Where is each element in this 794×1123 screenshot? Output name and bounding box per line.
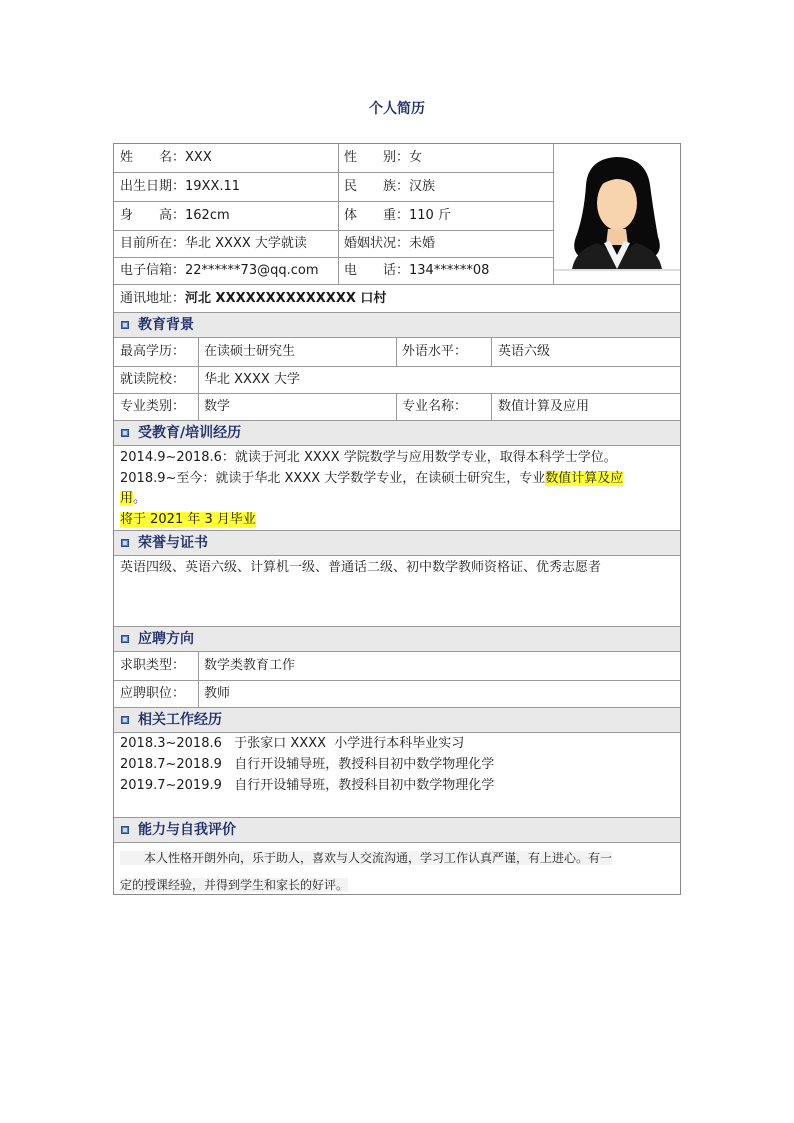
category-label: 专业类别：: [120, 399, 186, 414]
resume-table: [113, 143, 681, 895]
height-row: [120, 202, 230, 230]
position-value: 教师: [204, 686, 231, 701]
page-title: 个人简历: [369, 101, 425, 117]
section-bullet-icon: [121, 826, 129, 834]
gender-label: 性 别：: [344, 150, 410, 165]
training-line-3: [120, 489, 146, 509]
work-item: 2019.7~2019.9 自行开设辅导班，教授科目初中数学物理化学: [120, 778, 495, 793]
profile-photo: [554, 145, 680, 283]
marital-value: 未婚: [409, 236, 436, 251]
self-eval-line-1: 本人性格开朗外向，乐于助人，喜欢与人交流沟通，学习工作认真严谨，有上进心。有一: [120, 851, 613, 865]
ethnic-value: 汉族: [409, 179, 436, 194]
address-value: 河北 XXXXXXXXXXXXXX 口村: [185, 291, 387, 306]
name-label: 姓 名：: [120, 150, 186, 165]
training-line-2: [120, 469, 623, 489]
location-row: [120, 230, 307, 258]
section-bullet-icon: [121, 321, 129, 329]
section-title: 荣誉与证书: [138, 535, 208, 551]
weight-value: 110 斤: [409, 208, 451, 223]
major-label: 专业名称：: [402, 399, 468, 414]
name-row: [120, 144, 212, 172]
self-eval-line-2: 定的授课经验，并得到学生和家长的好评。: [120, 878, 349, 892]
address-label: 通讯地址：: [120, 291, 186, 306]
lang-label: 外语水平：: [402, 344, 468, 359]
training-line-2-text: 2018.9~至今：就读于华北 XXXX 大学数学专业，在读硕士研究生，专业: [120, 471, 546, 486]
section-title: 相关工作经历: [138, 712, 222, 728]
weight-label: 体 重：: [344, 208, 410, 223]
major-value: 数值计算及应用: [498, 399, 590, 414]
position-label: 应聘职位：: [120, 686, 186, 701]
birth-value: 19XX.11: [185, 179, 241, 194]
name-value: XXX: [185, 150, 212, 165]
section-self: [114, 817, 680, 843]
section-bullet-icon: [121, 429, 129, 437]
section-education: [114, 312, 680, 338]
weight-row: [344, 202, 451, 230]
phone-row: [344, 257, 489, 285]
job-type-value: 数学类教育工作: [204, 658, 296, 673]
section-job: [114, 626, 680, 652]
work-item: 2018.3~2018.6 于张家口 XXXX 小学进行本科毕业实习: [120, 736, 465, 751]
lang-value: 英语六级: [498, 344, 551, 359]
self-eval-block: [114, 843, 680, 894]
section-bullet-icon: [121, 635, 129, 643]
section-title: 应聘方向: [138, 631, 194, 647]
section-title: 能力与自我评价: [138, 822, 236, 838]
degree-label: 最高学历：: [120, 344, 186, 359]
height-value: 162cm: [185, 208, 230, 223]
email-row: [120, 257, 319, 285]
training-line-1: 2014.9~2018.6：就读于河北 XXXX 学院数学与应用数学专业，取得本科学士学位。: [120, 450, 617, 465]
training-line-3-end: 。: [133, 491, 147, 506]
self-eval-text: [120, 845, 668, 899]
section-bullet-icon: [121, 716, 129, 724]
address-row: [120, 285, 386, 313]
section-title: 受教育/培训经历: [138, 425, 242, 441]
work-item: 2018.7~2018.9 自行开设辅导班，教授科目初中数学物理化学: [120, 757, 495, 772]
birth-label: 出生日期：: [120, 179, 186, 194]
degree-value: 在读硕士研究生: [204, 344, 296, 359]
training-line-4: [120, 510, 256, 530]
phone-value: 134******08: [409, 263, 490, 278]
job-type-label: 求职类型：: [120, 658, 186, 673]
category-value: 数学: [204, 399, 231, 414]
birth-row: [120, 173, 240, 201]
graduation-note: 将于 2021 年 3 月毕业: [120, 512, 256, 527]
email-value: 22******73@qq.com: [185, 263, 319, 278]
height-label: 身 高：: [120, 208, 186, 223]
phone-label: 电 话：: [344, 263, 410, 278]
training-highlight: 数值计算及应: [545, 471, 624, 486]
ethnic-row: [344, 173, 435, 201]
location-value: 华北 XXXX 大学就读: [185, 236, 307, 251]
marital-label: 婚姻状况：: [344, 236, 410, 251]
section-training: [114, 420, 680, 446]
section-bullet-icon: [121, 539, 129, 547]
honors-text: 英语四级、英语六级、计算机一级、普通话二级、初中数学教师资格证、优秀志愿者: [120, 560, 602, 575]
school-label: 就读院校：: [120, 372, 186, 387]
ethnic-label: 民 族：: [344, 179, 410, 194]
email-label: 电子信箱：: [120, 263, 186, 278]
gender-row: [344, 144, 422, 172]
location-label: 目前所在：: [120, 236, 186, 251]
school-value: 华北 XXXX 大学: [204, 372, 300, 387]
gender-value: 女: [409, 150, 423, 165]
avatar-icon: [554, 145, 680, 283]
section-honors: [114, 530, 680, 556]
training-highlight-cont: 用: [120, 491, 134, 506]
marital-row: [344, 230, 435, 258]
section-title: 教育背景: [138, 317, 194, 333]
section-work: [114, 707, 680, 733]
